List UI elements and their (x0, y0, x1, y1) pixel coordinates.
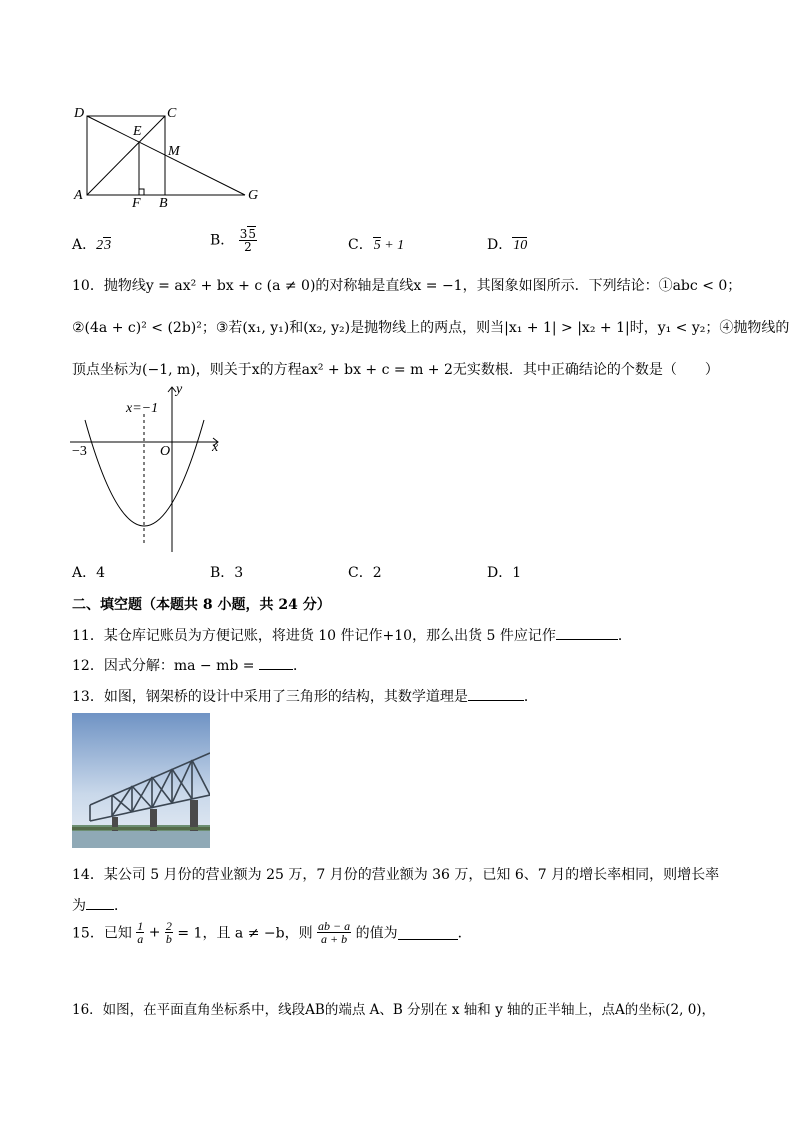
q10-option-a: A．4 (72, 565, 106, 581)
label-E: E (133, 124, 142, 139)
q14-line1: 14．某公司 5 月份的营业额为 25 万，7 月份的营业额为 36 万，已知 6、7 月的增长率相同，则增长率 (72, 867, 720, 883)
q15-blank[interactable] (398, 925, 458, 940)
q10-option-c: C．2 (348, 565, 382, 581)
q9-option-c: C．5 + 1 (348, 237, 405, 253)
q16: 16．如图，在平面直角坐标系中，线段AB的端点 A、B 分别在 x 轴和 y 轴的正半轴上，点A的坐标(2, 0)， (72, 1002, 716, 1018)
label-G: G (248, 188, 259, 203)
q13: 13．如图，钢架桥的设计中采用了三角形的结构，其数学道理是 ． (72, 686, 538, 706)
section-2-heading: 二、填空题（本题共 8 小题，共 24 分） (72, 597, 331, 613)
label-B: B (159, 196, 168, 211)
q9-option-d: D．10 (487, 237, 528, 253)
steel-bridge-photo (72, 713, 210, 848)
sym-axis-label: x=−1 (126, 401, 159, 416)
q12-blank[interactable] (259, 655, 293, 670)
label-M: M (168, 144, 180, 159)
label-A: A (74, 188, 83, 203)
q12: 12．因式分解：ma − mb = ． (72, 655, 307, 675)
q9-option-b: B． $\frac{35}{2}$ (210, 227, 257, 254)
axis-x-label: x (212, 440, 219, 455)
label-F: F (132, 196, 141, 211)
neg3-label: −3 (72, 444, 87, 459)
q10-line1: 10．抛物线y = ax² + bx + c (a ≠ 0)的对称轴是直线x = −1，其图象如图所示．下列结论：①abc < 0； (72, 278, 742, 294)
q10-line3: 顶点坐标为(−1, m)，则关于x的方程ax² + bx + c = m + 2无实数根．其中正确结论的个数是（ ） (72, 362, 719, 378)
q11-blank[interactable] (556, 625, 618, 640)
q10-option-d: D．1 (487, 565, 522, 581)
axis-y-label: y (176, 382, 183, 397)
q14-line2: 为 ． (72, 895, 128, 915)
q14-blank[interactable] (86, 895, 114, 910)
q11: 11．某仓库记账员为方便记账，将进货 10 件记作+10，那么出货 5 件应记作 ． (72, 625, 632, 645)
label-C: C (167, 106, 177, 121)
q9-option-a: A．23 (72, 237, 112, 253)
origin-label: O (160, 444, 171, 459)
q10-line2: ②(4a + c)² < (2b)²；③若(x₁, y₁)和(x₂, y₂)是抛物线上的两点，则当|x₁ + 1| > |x₂ + 1|时，y₁ < y₂；④抛物线的 (72, 320, 790, 336)
q10-option-b: B．3 (210, 565, 244, 581)
label-D: D (74, 106, 85, 121)
q15: 15．已知 $\frac{1}{a}$ + $\frac{2}{b}$ = 1，且 a ≠ −b，则 $\frac{ab - a}{a + b}$ 的值为 ． (72, 919, 472, 946)
q13-blank[interactable] (468, 686, 524, 701)
